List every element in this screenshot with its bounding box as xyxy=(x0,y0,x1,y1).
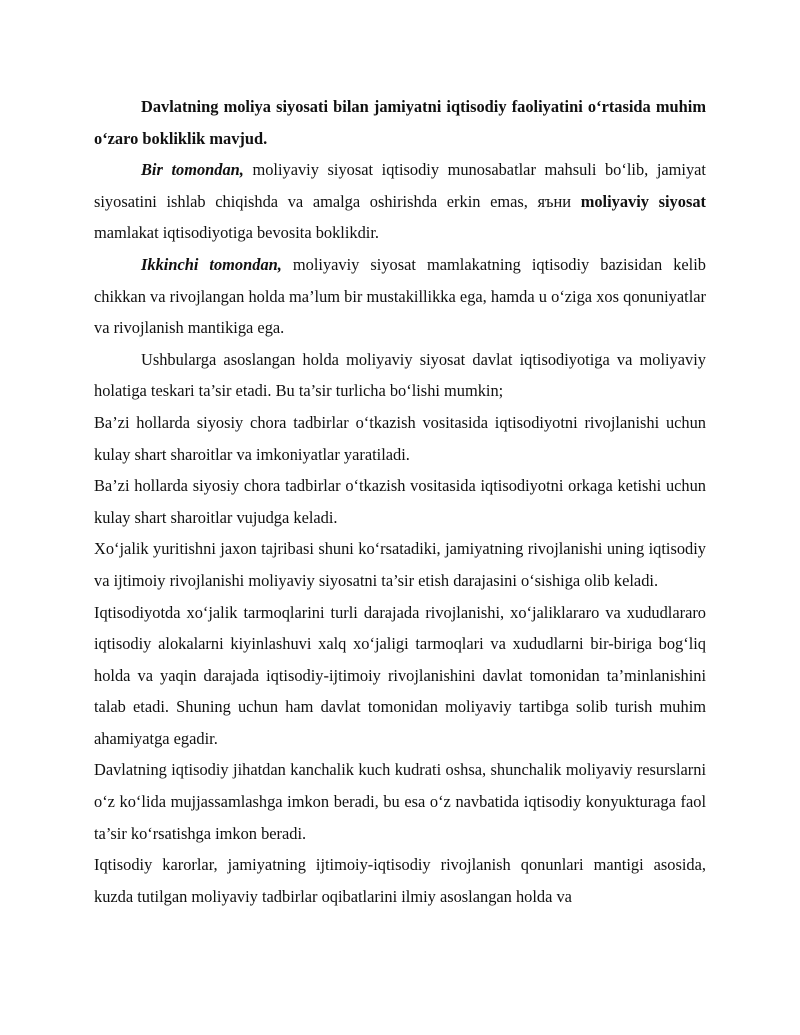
document-body xyxy=(94,91,706,912)
paragraph-lead-first: Bir tomondan, xyxy=(141,160,244,180)
paragraph-favorable-conditions: Ba’zi hollarda siyosiy chora tadbirlar o‘tkazish vositasida iqtisodiyotni rivojlanishi uchun kulay shart sharoitlar va imkoniyatlar yaratiladi. xyxy=(94,412,706,464)
paragraph-world-experience: Xo‘jalik yuritishni jaxon tajribasi shuni ko‘rsatadiki, jamiyatning rivojlanishi uning iqtisodiy va ijtimoiy rivojlanishi moliyaviy siyosatni ta’sir etish darajasini o‘sishiga olib keladi. xyxy=(94,539,706,590)
paragraph-text: moliyaviy siyosat iqtisodiy munosabatlar mahsuli bo‘lib, jamiyat siyosatini ishlab chiqishda va amalga oshirishda erkin emas, яъни xyxy=(94,160,706,211)
paragraph-text: moliyaviy siyosat mamlakatning iqtisodiy bazisidan kelib chikkan va rivojlangan holda ma’lum bir mustakillikka ega, hamda u o‘ziga xos qonuniyatlar va rivojlanish mantikiga ega. xyxy=(94,254,706,338)
emphasis-term: moliyaviy siyosat xyxy=(580,191,706,211)
paragraph-text: mamlakat iqtisodiyotiga bevosita boklikdir. xyxy=(94,223,379,243)
paragraph-sector-development: Iqtisodiyotda xo‘jalik tarmoqlarini turli darajada rivojlanishi, xo‘jaliklararo va xududlararo iqtisodiy alokalarni kiyinlashuvi xalq xo‘jaligi tarmoqlari va xududlarni bir-biriga bog‘liq holda va yaqin darajada iqtisodiy-ijtimoiy rivojlanishini davlat tomonidan ta’minlanishini talab etadi. Shuning uchun ham davlat tomonidan moliyaviy tartibga solib turish muhim ahamiyatga egadir. xyxy=(94,602,706,748)
paragraph-lead-second: Ikkinchi tomondan, xyxy=(141,254,282,274)
document-heading: Davlatning moliya siyosati bilan jamiyatni iqtisodiy faoliyatini o‘rtasida muhim o‘zaro bokliklik mavjud. xyxy=(94,97,706,148)
paragraph-one-side xyxy=(94,154,706,249)
paragraph-decline-conditions: Ba’zi hollarda siyosiy chora tadbirlar o‘tkazish vositasida iqtisodiyotni orkaga ketishi uchun kulay shart sharoitlar vujudga keladi. xyxy=(94,476,706,527)
paragraph-influence: Ushbularga asoslangan holda moliyaviy siyosat davlat iqtisodiyotiga va moliyaviy holatiga teskari ta’sir etadi. Bu ta’sir turlicha bo‘lishi mumkin; xyxy=(94,349,706,401)
paragraph-other-side xyxy=(94,249,706,344)
paragraph-economic-decisions: Iqtisodiy karorlar, jamiyatning ijtimoiy-iqtisodiy rivojlanish qonunlari mantigi asosida, kuzda tutilgan moliyaviy tadbirlar oqibatlarini ilmiy asoslangan holda va xyxy=(94,855,706,906)
paragraph-state-power: Davlatning iqtisodiy jihatdan kanchalik kuch kudrati oshsa, shunchalik moliyaviy resurslarni o‘z ko‘lida mujjassamlashga imkon beradi, bu esa o‘z navbatida iqtisodiy konyukturaga faol ta’sir ko‘rsatishga imkon beradi. xyxy=(94,760,706,843)
